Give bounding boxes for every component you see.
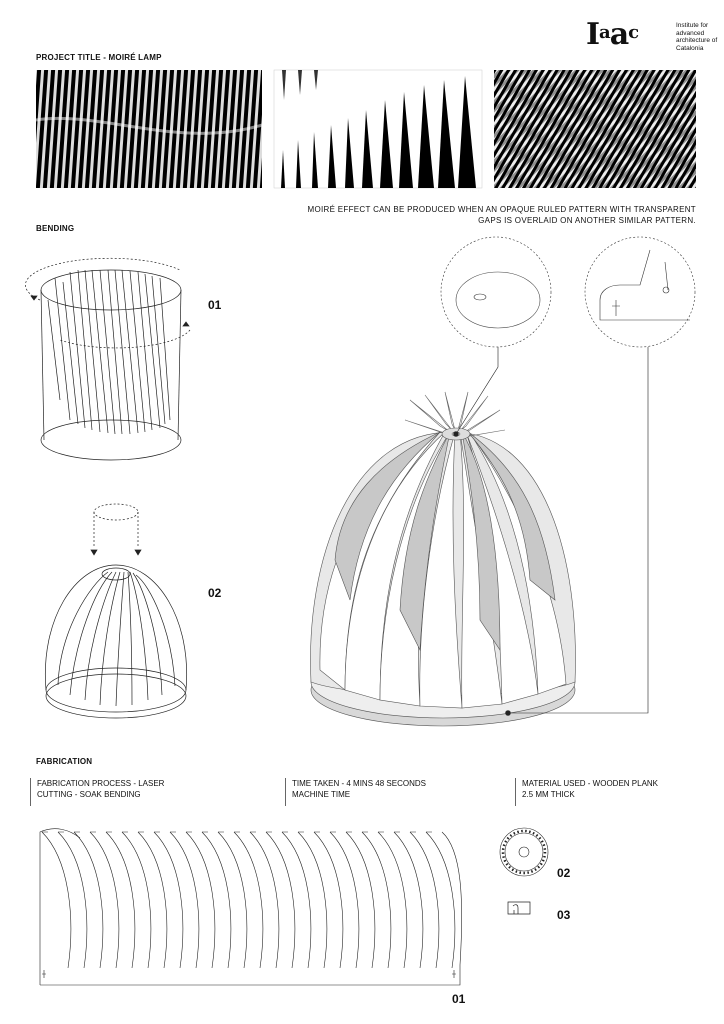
step-01-label: 01 bbox=[208, 298, 222, 312]
time-taken-line-2: MACHINE TIME bbox=[292, 790, 351, 799]
project-title: PROJECT TITLE - MOIRÉ LAMP bbox=[36, 53, 162, 62]
part-01-strips bbox=[40, 829, 462, 985]
fabrication-process-line-1: FABRICATION PROCESS - LASER bbox=[37, 779, 165, 788]
part-02-ring bbox=[500, 828, 548, 876]
logo-mark: $I^aa^c$ bbox=[586, 17, 639, 52]
moire-description-line-1: MOIRÉ EFFECT CAN BE PRODUCED WHEN AN OPAQUE RULED PATTERN WITH TRANSPARENT bbox=[307, 205, 696, 214]
bending-label: BENDING bbox=[36, 224, 75, 233]
material-used-line-1: MATERIAL USED - WOODEN PLANK bbox=[522, 779, 659, 788]
part-01-label: 01 bbox=[452, 992, 466, 1006]
moire-description-line-2: GAPS IS OVERLAID ON ANOTHER SIMILAR PATTERN. bbox=[478, 216, 696, 225]
fabrication-label: FABRICATION bbox=[36, 757, 93, 766]
material-used-line-2: 2.5 MM THICK bbox=[522, 790, 575, 799]
time-taken-line-1: TIME TAKEN - 4 MINS 48 SECONDS bbox=[292, 779, 426, 788]
step-02-label: 02 bbox=[208, 586, 222, 600]
part-03-label: 03 bbox=[557, 908, 571, 922]
fabrication-process-line-2: CUTTING - SOAK BENDING bbox=[37, 790, 141, 799]
part-03-clip bbox=[508, 902, 530, 914]
logo-text: Institute for advanced architecture of Catalonia bbox=[676, 22, 718, 52]
part-02-label: 02 bbox=[557, 866, 571, 880]
